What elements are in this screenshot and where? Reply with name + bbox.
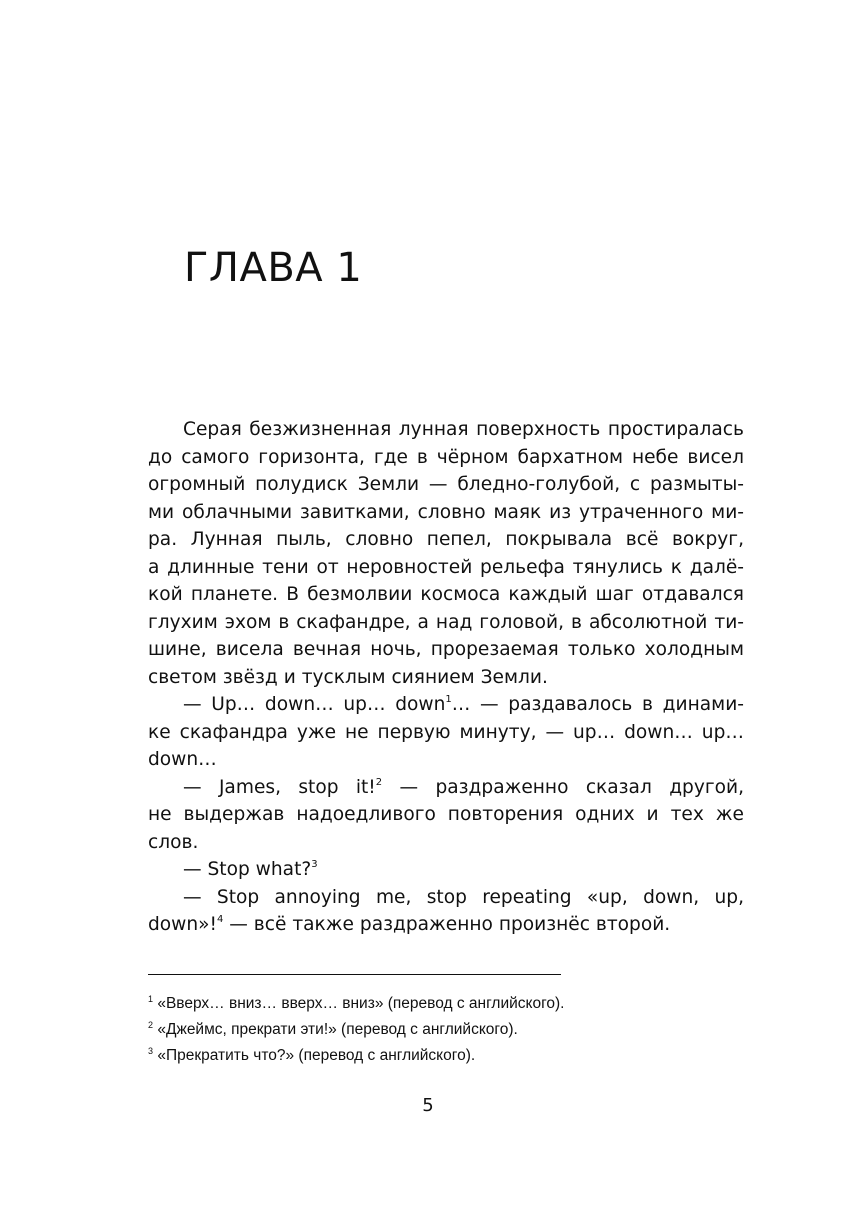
chapter-title: ГЛАВА 1 [184, 245, 363, 291]
footnote-item [148, 1017, 744, 1043]
dialogue-text: … — раздавалось в динами- [451, 694, 744, 715]
footnote-number: 1 [148, 994, 154, 1004]
dialogue-line [148, 774, 744, 802]
paragraph-line: а длинные тени от неровностей рельефа тянулись к далё- [148, 556, 744, 578]
dialogue-line: — Stop annoying me, stop repeating «up, down, up, [183, 886, 744, 908]
paragraph-line: Серая безжизненная лунная поверхность простиралась [183, 419, 744, 440]
dialogue-line [148, 691, 744, 719]
dialogue-line: слов. [148, 831, 199, 853]
paragraph-line: светом звёзд и тусклым сиянием Земли. [148, 666, 548, 688]
paragraph-line: глухим эхом в скафандре, а над головой, в абсолютной ти- [148, 611, 744, 633]
footnote-text: «Вверх… вниз… вверх… вниз» (перевод с английского). [157, 995, 565, 1012]
dialogue-text: — всё также раздраженно произнёс второй. [223, 914, 671, 935]
paragraph-line: ра. Лунная пыль, словно пепел, покрывала всё вокруг, [148, 529, 744, 550]
footnote-mark: 4 [217, 914, 224, 925]
dialogue-line [148, 911, 744, 939]
footnote-mark: 2 [375, 776, 383, 788]
footnote-text: «Джеймс, прекрати эти!» (перевод с английского). [157, 1021, 518, 1038]
footnote-mark: 3 [311, 859, 318, 870]
footnote-mark: 1 [445, 694, 452, 705]
dialogue-text: — Up… down… up… down [183, 694, 446, 715]
dialogue-line: down… [148, 749, 217, 770]
dialogue-text: — раздраженно сказал другой, [382, 776, 744, 798]
footnote-item [148, 991, 744, 1017]
dialogue-text: — James, stop it! [183, 776, 376, 798]
dialogue-text: down»! [148, 914, 218, 935]
page-number: 5 [422, 1095, 434, 1116]
footnote-number: 3 [148, 1046, 154, 1056]
paragraph-line: шине, висела вечная ночь, прорезаемая только холодным [148, 639, 744, 660]
body-text [148, 416, 744, 939]
paragraph-line: ми облачными завитками, словно маяк из утраченного ми- [148, 501, 744, 523]
footnotes [148, 991, 744, 1069]
paragraph-line: кой планете. В безмолвии космоса каждый шаг отдавался [148, 584, 744, 605]
paragraph-line: до самого горизонта, где в чёрном бархатном небе висел [148, 446, 744, 468]
dialogue-text: — Stop what? [183, 859, 312, 880]
footnote-text: «Прекратить что?» (перевод с английского). [157, 1047, 476, 1064]
paragraph-line: огромный полудиск Земли — бледно-голубой, с размыты- [148, 474, 744, 495]
footnote-divider [148, 974, 561, 975]
dialogue-line [148, 856, 744, 884]
footnote-item [148, 1043, 744, 1069]
footnote-number: 2 [148, 1020, 154, 1030]
dialogue-line: не выдержав надоедливого повторения одних и тех же [148, 804, 744, 825]
dialogue-line: ке скафандра уже не первую минуту, — up… down… up… [148, 721, 744, 743]
